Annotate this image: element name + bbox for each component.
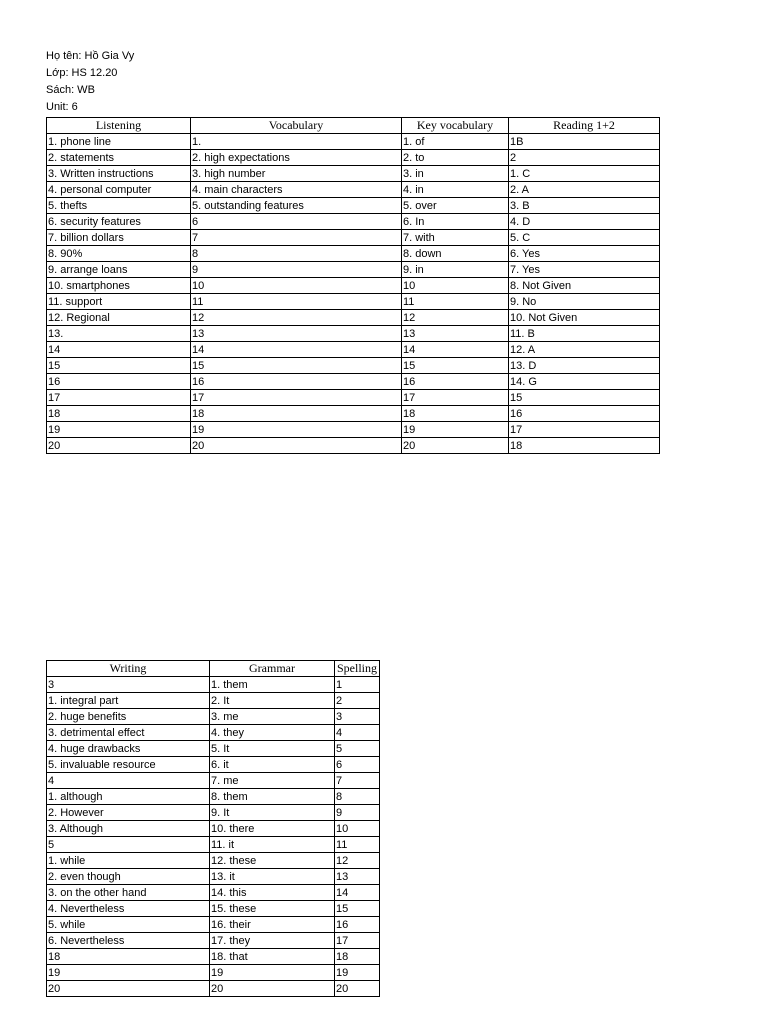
table-cell: 13. D bbox=[509, 358, 660, 374]
table-cell: 8. down bbox=[402, 246, 509, 262]
table-cell: 9. It bbox=[210, 805, 335, 821]
table-cell: 14. this bbox=[210, 885, 335, 901]
student-class: Lớp: HS 12.20 bbox=[46, 67, 118, 79]
table-cell: 10. there bbox=[210, 821, 335, 837]
table-cell: 18 bbox=[335, 949, 380, 965]
table-row bbox=[47, 246, 660, 262]
table-cell: 3. B bbox=[509, 198, 660, 214]
table-cell: 10 bbox=[402, 278, 509, 294]
table-cell: 5 bbox=[47, 837, 210, 853]
table-row bbox=[47, 294, 660, 310]
table-cell: 3 bbox=[335, 709, 380, 725]
table-row bbox=[47, 358, 660, 374]
table-cell: 6. Yes bbox=[509, 246, 660, 262]
table-cell: 1B bbox=[509, 134, 660, 150]
column-header: Grammar bbox=[210, 661, 335, 677]
column-header: Vocabulary bbox=[191, 118, 402, 134]
table-cell: 18 bbox=[47, 406, 191, 422]
table-cell: 16 bbox=[47, 374, 191, 390]
answer-table-writing bbox=[46, 660, 380, 997]
table-cell: 3. detrimental effect bbox=[47, 725, 210, 741]
table-cell: 15 bbox=[509, 390, 660, 406]
table-cell: 18 bbox=[191, 406, 402, 422]
table-row bbox=[47, 741, 380, 757]
table-cell: 11. it bbox=[210, 837, 335, 853]
table-cell: 6. In bbox=[402, 214, 509, 230]
table-cell: 1. bbox=[191, 134, 402, 150]
table-cell: 1. C bbox=[509, 166, 660, 182]
table-cell: 2. A bbox=[509, 182, 660, 198]
table-cell: 7 bbox=[335, 773, 380, 789]
table-cell: 17 bbox=[509, 422, 660, 438]
table-cell: 10. Not Given bbox=[509, 310, 660, 326]
table-cell: 12 bbox=[191, 310, 402, 326]
table-row bbox=[47, 693, 380, 709]
table-cell: 1. while bbox=[47, 853, 210, 869]
table-row bbox=[47, 374, 660, 390]
column-header: Reading 1+2 bbox=[509, 118, 660, 134]
table-cell: 8. 90% bbox=[47, 246, 191, 262]
table-cell: 15. these bbox=[210, 901, 335, 917]
table-cell: 2. statements bbox=[47, 150, 191, 166]
table-cell: 9. No bbox=[509, 294, 660, 310]
table-row bbox=[47, 422, 660, 438]
column-header: Key vocabulary bbox=[402, 118, 509, 134]
table-cell: 5. outstanding features bbox=[191, 198, 402, 214]
table-cell: 11. B bbox=[509, 326, 660, 342]
table-row bbox=[47, 406, 660, 422]
table-row bbox=[47, 933, 380, 949]
table-cell: 3. on the other hand bbox=[47, 885, 210, 901]
table-cell: 3. in bbox=[402, 166, 509, 182]
table-row bbox=[47, 789, 380, 805]
table-row bbox=[47, 438, 660, 454]
table-cell: 15 bbox=[402, 358, 509, 374]
table-cell: 13 bbox=[191, 326, 402, 342]
table-row bbox=[47, 390, 660, 406]
table-cell: 1 bbox=[335, 677, 380, 693]
table-cell: 19 bbox=[210, 965, 335, 981]
table-cell: 7. Yes bbox=[509, 262, 660, 278]
table-cell: 5. C bbox=[509, 230, 660, 246]
table-cell: 5 bbox=[335, 741, 380, 757]
table-cell: 5. invaluable resource bbox=[47, 757, 210, 773]
table-cell: 4. main characters bbox=[191, 182, 402, 198]
table-cell: 15 bbox=[47, 358, 191, 374]
table-cell: 14 bbox=[402, 342, 509, 358]
table-cell: 11 bbox=[335, 837, 380, 853]
table-row bbox=[47, 837, 380, 853]
table-row bbox=[47, 805, 380, 821]
table-row bbox=[47, 709, 380, 725]
table-row bbox=[47, 757, 380, 773]
table-cell: 2. However bbox=[47, 805, 210, 821]
table-row bbox=[47, 965, 380, 981]
table-cell: 8 bbox=[191, 246, 402, 262]
table-cell: 10 bbox=[335, 821, 380, 837]
table-cell: 14. G bbox=[509, 374, 660, 390]
table-row bbox=[47, 134, 660, 150]
table-header-row bbox=[47, 661, 380, 677]
table-cell: 2. huge benefits bbox=[47, 709, 210, 725]
table-row bbox=[47, 150, 660, 166]
table-cell: 1. them bbox=[210, 677, 335, 693]
table-row bbox=[47, 821, 380, 837]
table-row bbox=[47, 981, 380, 997]
table-cell: 3. Although bbox=[47, 821, 210, 837]
table-row bbox=[47, 262, 660, 278]
table-cell: 19 bbox=[191, 422, 402, 438]
table-cell: 18 bbox=[509, 438, 660, 454]
table-row bbox=[47, 342, 660, 358]
table-cell: 13. it bbox=[210, 869, 335, 885]
table-cell: 3 bbox=[47, 677, 210, 693]
column-header: Writing bbox=[47, 661, 210, 677]
table-cell: 6 bbox=[191, 214, 402, 230]
table-row bbox=[47, 773, 380, 789]
table-cell: 4 bbox=[335, 725, 380, 741]
table-cell: 18 bbox=[402, 406, 509, 422]
table-cell: 4. Nevertheless bbox=[47, 901, 210, 917]
table-cell: 15 bbox=[191, 358, 402, 374]
column-header: Spelling bbox=[335, 661, 380, 677]
table-cell: 10. smartphones bbox=[47, 278, 191, 294]
table-cell: 17 bbox=[335, 933, 380, 949]
table-cell: 2. high expectations bbox=[191, 150, 402, 166]
table-cell: 6. it bbox=[210, 757, 335, 773]
table-cell: 13 bbox=[335, 869, 380, 885]
table-cell: 13. bbox=[47, 326, 191, 342]
table-cell: 9. arrange loans bbox=[47, 262, 191, 278]
table-cell: 4. huge drawbacks bbox=[47, 741, 210, 757]
table-row bbox=[47, 310, 660, 326]
table-row bbox=[47, 677, 380, 693]
table-cell: 7. billion dollars bbox=[47, 230, 191, 246]
table-cell: 8. Not Given bbox=[509, 278, 660, 294]
unit-number: Unit: 6 bbox=[46, 101, 78, 113]
table-row bbox=[47, 901, 380, 917]
table-row bbox=[47, 198, 660, 214]
table-row bbox=[47, 949, 380, 965]
table-row bbox=[47, 725, 380, 741]
table-cell: 20 bbox=[47, 981, 210, 997]
table-cell: 17 bbox=[47, 390, 191, 406]
table-cell: 14 bbox=[47, 342, 191, 358]
table-cell: 17. they bbox=[210, 933, 335, 949]
table-row bbox=[47, 230, 660, 246]
table-cell: 5. It bbox=[210, 741, 335, 757]
table-cell: 2. to bbox=[402, 150, 509, 166]
table-cell: 3. Written instructions bbox=[47, 166, 191, 182]
table-cell: 19 bbox=[47, 965, 210, 981]
table-cell: 19 bbox=[47, 422, 191, 438]
table-cell: 6. Nevertheless bbox=[47, 933, 210, 949]
table-cell: 1. although bbox=[47, 789, 210, 805]
table-cell: 16 bbox=[191, 374, 402, 390]
table-cell: 1. integral part bbox=[47, 693, 210, 709]
table-cell: 11 bbox=[402, 294, 509, 310]
table-cell: 20 bbox=[47, 438, 191, 454]
table-cell: 11. support bbox=[47, 294, 191, 310]
table-cell: 4. personal computer bbox=[47, 182, 191, 198]
answer-table-main bbox=[46, 117, 660, 454]
table-header-row bbox=[47, 118, 660, 134]
table-row bbox=[47, 869, 380, 885]
table-cell: 4. they bbox=[210, 725, 335, 741]
table-cell: 4. D bbox=[509, 214, 660, 230]
table-cell: 2 bbox=[335, 693, 380, 709]
table-cell: 5. over bbox=[402, 198, 509, 214]
table-cell: 2 bbox=[509, 150, 660, 166]
table-cell: 20 bbox=[402, 438, 509, 454]
table-cell: 16 bbox=[402, 374, 509, 390]
table-row bbox=[47, 917, 380, 933]
table-cell: 12. Regional bbox=[47, 310, 191, 326]
table-row bbox=[47, 214, 660, 230]
table-cell: 19 bbox=[402, 422, 509, 438]
table-cell: 3. me bbox=[210, 709, 335, 725]
table-cell: 18. that bbox=[210, 949, 335, 965]
table-cell: 16 bbox=[335, 917, 380, 933]
table-row bbox=[47, 166, 660, 182]
table-cell: 1. phone line bbox=[47, 134, 191, 150]
table-cell: 4 bbox=[47, 773, 210, 789]
table-cell: 9 bbox=[191, 262, 402, 278]
table-cell: 20 bbox=[191, 438, 402, 454]
table-cell: 14 bbox=[191, 342, 402, 358]
table-cell: 14 bbox=[335, 885, 380, 901]
table-cell: 16. their bbox=[210, 917, 335, 933]
table-row bbox=[47, 326, 660, 342]
table-cell: 16 bbox=[509, 406, 660, 422]
table-cell: 4. in bbox=[402, 182, 509, 198]
table-cell: 7. with bbox=[402, 230, 509, 246]
table-cell: 12 bbox=[335, 853, 380, 869]
table-cell: 2. even though bbox=[47, 869, 210, 885]
table-cell: 20 bbox=[210, 981, 335, 997]
table-cell: 3. high number bbox=[191, 166, 402, 182]
table-cell: 7 bbox=[191, 230, 402, 246]
table-row bbox=[47, 182, 660, 198]
table-cell: 9. in bbox=[402, 262, 509, 278]
table-row bbox=[47, 853, 380, 869]
table-cell: 8 bbox=[335, 789, 380, 805]
table-row bbox=[47, 885, 380, 901]
table-cell: 10 bbox=[191, 278, 402, 294]
student-info bbox=[46, 48, 134, 116]
table-cell: 8. them bbox=[210, 789, 335, 805]
table-cell: 11 bbox=[191, 294, 402, 310]
table-cell: 7. me bbox=[210, 773, 335, 789]
book-name: Sách: WB bbox=[46, 84, 95, 96]
table-cell: 20 bbox=[335, 981, 380, 997]
table-row bbox=[47, 278, 660, 294]
table-cell: 17 bbox=[191, 390, 402, 406]
table-cell: 9 bbox=[335, 805, 380, 821]
student-name: Họ tên: Hồ Gia Vy bbox=[46, 50, 135, 62]
table-cell: 13 bbox=[402, 326, 509, 342]
column-header: Listening bbox=[47, 118, 191, 134]
table-cell: 1. of bbox=[402, 134, 509, 150]
table-cell: 12. A bbox=[509, 342, 660, 358]
table-cell: 15 bbox=[335, 901, 380, 917]
table-cell: 12. these bbox=[210, 853, 335, 869]
table-cell: 2. It bbox=[210, 693, 335, 709]
table-cell: 5. while bbox=[47, 917, 210, 933]
table-cell: 19 bbox=[335, 965, 380, 981]
table-cell: 12 bbox=[402, 310, 509, 326]
table-cell: 18 bbox=[47, 949, 210, 965]
table-cell: 17 bbox=[402, 390, 509, 406]
table-cell: 6. security features bbox=[47, 214, 191, 230]
table-cell: 6 bbox=[335, 757, 380, 773]
table-cell: 5. thefts bbox=[47, 198, 191, 214]
